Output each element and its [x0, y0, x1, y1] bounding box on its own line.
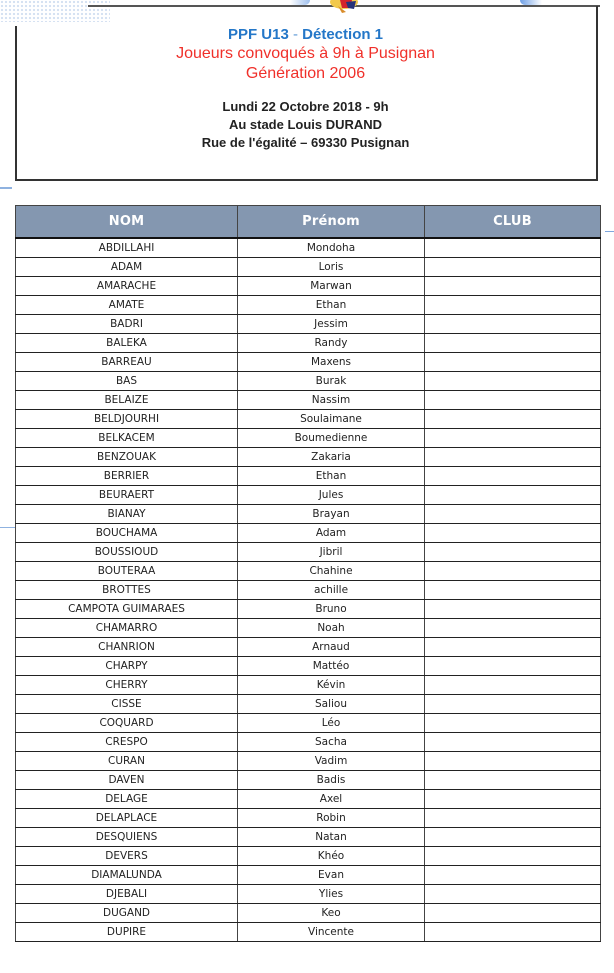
table-row	[16, 619, 601, 638]
player-club	[425, 638, 601, 657]
player-last-name: DEVERS	[16, 847, 238, 866]
player-first-name: Marwan	[238, 277, 425, 296]
player-club	[425, 391, 601, 410]
player-last-name: BAS	[16, 372, 238, 391]
event-venue: Au stade Louis DURAND	[228, 117, 383, 132]
table-row	[16, 600, 601, 619]
player-club	[425, 334, 601, 353]
table-row	[16, 372, 601, 391]
player-club	[425, 619, 601, 638]
player-first-name: Ethan	[238, 467, 425, 486]
player-club	[425, 296, 601, 315]
player-club	[425, 486, 601, 505]
table-row	[16, 581, 601, 600]
player-last-name: ABDILLAHI	[16, 238, 238, 258]
player-first-name: Mondoha	[238, 238, 425, 258]
player-last-name: DELAGE	[16, 790, 238, 809]
player-club	[425, 885, 601, 904]
player-last-name: BARREAU	[16, 353, 238, 372]
player-first-name: Boumedienne	[238, 429, 425, 448]
player-last-name: BELKACEM	[16, 429, 238, 448]
player-first-name: Jessim	[238, 315, 425, 334]
player-first-name: Chahine	[238, 562, 425, 581]
table-row	[16, 885, 601, 904]
title-program: PPF U13	[227, 26, 289, 43]
player-club	[425, 714, 601, 733]
player-first-name: Natan	[238, 828, 425, 847]
player-last-name: DUGAND	[16, 904, 238, 923]
player-club	[425, 695, 601, 714]
header-content	[15, 25, 596, 152]
table-row	[16, 562, 601, 581]
player-last-name: AMATE	[16, 296, 238, 315]
player-first-name: achille	[238, 581, 425, 600]
player-club	[425, 410, 601, 429]
player-first-name: Jules	[238, 486, 425, 505]
table-row	[16, 467, 601, 486]
table-header-row	[16, 206, 601, 239]
table-row	[16, 410, 601, 429]
player-club	[425, 448, 601, 467]
table-row	[16, 296, 601, 315]
player-club	[425, 771, 601, 790]
table-row	[16, 429, 601, 448]
player-last-name: DUPIRE	[16, 923, 238, 942]
player-club	[425, 809, 601, 828]
player-last-name: CISSE	[16, 695, 238, 714]
column-header-prenom: Prénom	[238, 206, 425, 239]
player-first-name: Randy	[238, 334, 425, 353]
table-row	[16, 695, 601, 714]
player-club	[425, 277, 601, 296]
player-first-name: Loris	[238, 258, 425, 277]
decorative-side-tick	[605, 231, 614, 232]
player-last-name: CURAN	[16, 752, 238, 771]
player-last-name: BIANAY	[16, 505, 238, 524]
player-last-name: CRESPO	[16, 733, 238, 752]
player-first-name: Maxens	[238, 353, 425, 372]
player-first-name: Noah	[238, 619, 425, 638]
table-row	[16, 238, 601, 258]
table-row	[16, 904, 601, 923]
player-club	[425, 562, 601, 581]
player-first-name: Evan	[238, 866, 425, 885]
player-club	[425, 581, 601, 600]
player-first-name: Saliou	[238, 695, 425, 714]
player-club	[425, 315, 601, 334]
table-row	[16, 847, 601, 866]
player-club	[425, 372, 601, 391]
player-club	[425, 467, 601, 486]
player-last-name: BELDJOURHI	[16, 410, 238, 429]
table-row	[16, 353, 601, 372]
table-row	[16, 638, 601, 657]
player-last-name: ADAM	[16, 258, 238, 277]
player-first-name: Sacha	[238, 733, 425, 752]
table-row	[16, 258, 601, 277]
generation-label: Génération 2006	[245, 65, 366, 82]
table-row	[16, 486, 601, 505]
event-date: Lundi 22 Octobre 2018 - 9h	[222, 99, 389, 114]
players-table-body	[16, 238, 601, 942]
player-last-name: CHARPY	[16, 657, 238, 676]
table-row	[16, 543, 601, 562]
player-first-name: Burak	[238, 372, 425, 391]
player-last-name: BOUCHAMA	[16, 524, 238, 543]
table-row	[16, 315, 601, 334]
player-last-name: BADRI	[16, 315, 238, 334]
player-first-name: Robin	[238, 809, 425, 828]
player-club	[425, 904, 601, 923]
player-club	[425, 733, 601, 752]
player-first-name: Zakaria	[238, 448, 425, 467]
player-last-name: BROTTES	[16, 581, 238, 600]
player-first-name: Léo	[238, 714, 425, 733]
player-club	[425, 923, 601, 942]
player-first-name: Keo	[238, 904, 425, 923]
player-first-name: Vincente	[238, 923, 425, 942]
player-first-name: Jibril	[238, 543, 425, 562]
table-row	[16, 714, 601, 733]
title-dash: -	[288, 26, 303, 43]
player-first-name: Soulaimane	[238, 410, 425, 429]
table-row	[16, 657, 601, 676]
table-row	[16, 790, 601, 809]
player-last-name: BALEKA	[16, 334, 238, 353]
player-club	[425, 238, 601, 258]
player-club	[425, 258, 601, 277]
player-last-name: CHERRY	[16, 676, 238, 695]
player-first-name: Kévin	[238, 676, 425, 695]
player-club	[425, 353, 601, 372]
player-club	[425, 543, 601, 562]
player-last-name: CHANRION	[16, 638, 238, 657]
table-row	[16, 676, 601, 695]
player-club	[425, 524, 601, 543]
player-last-name: BERRIER	[16, 467, 238, 486]
player-last-name: DELAPLACE	[16, 809, 238, 828]
table-row	[16, 923, 601, 942]
player-first-name: Bruno	[238, 600, 425, 619]
table-row	[16, 505, 601, 524]
player-club	[425, 866, 601, 885]
players-table	[15, 205, 601, 942]
player-club	[425, 828, 601, 847]
player-first-name: Mattéo	[238, 657, 425, 676]
player-last-name: BEURAERT	[16, 486, 238, 505]
player-last-name: BELAIZE	[16, 391, 238, 410]
table-row	[16, 752, 601, 771]
decorative-side-tick	[0, 187, 12, 189]
table-row	[16, 733, 601, 752]
player-club	[425, 676, 601, 695]
table-row	[16, 277, 601, 296]
event-address: Rue de l'égalité – 69330 Pusignan	[201, 135, 410, 150]
player-last-name: DAVEN	[16, 771, 238, 790]
player-first-name: Axel	[238, 790, 425, 809]
document-title	[15, 25, 596, 44]
table-row	[16, 828, 601, 847]
table-row	[16, 524, 601, 543]
player-last-name: BOUSSIOUD	[16, 543, 238, 562]
table-row	[16, 334, 601, 353]
player-club	[425, 429, 601, 448]
player-club	[425, 847, 601, 866]
player-last-name: BOUTERAA	[16, 562, 238, 581]
player-first-name: Brayan	[238, 505, 425, 524]
player-last-name: DJEBALI	[16, 885, 238, 904]
player-last-name: DESQUIENS	[16, 828, 238, 847]
decorative-side-tick	[0, 527, 15, 528]
event-info	[15, 98, 596, 152]
table-row	[16, 391, 601, 410]
convocation-subtitle: Joueurs convoqués à 9h à Pusignan	[176, 45, 435, 62]
column-header-club: CLUB	[425, 206, 601, 239]
convocation-header-box	[15, 6, 598, 181]
player-first-name: Nassim	[238, 391, 425, 410]
table-row	[16, 448, 601, 467]
player-first-name: Adam	[238, 524, 425, 543]
player-first-name: Khéo	[238, 847, 425, 866]
player-first-name: Vadim	[238, 752, 425, 771]
title-session: Détection 1	[302, 26, 384, 43]
player-last-name: COQUARD	[16, 714, 238, 733]
player-first-name: Arnaud	[238, 638, 425, 657]
player-first-name: Badis	[238, 771, 425, 790]
player-club	[425, 505, 601, 524]
table-row	[16, 809, 601, 828]
player-club	[425, 600, 601, 619]
player-last-name: DIAMALUNDA	[16, 866, 238, 885]
player-first-name: Ylies	[238, 885, 425, 904]
player-last-name: CHAMARRO	[16, 619, 238, 638]
player-last-name: BENZOUAK	[16, 448, 238, 467]
player-club	[425, 752, 601, 771]
table-row	[16, 866, 601, 885]
column-header-nom: NOM	[16, 206, 238, 239]
player-first-name: Ethan	[238, 296, 425, 315]
player-club	[425, 657, 601, 676]
table-row	[16, 771, 601, 790]
player-last-name: AMARACHE	[16, 277, 238, 296]
player-club	[425, 790, 601, 809]
player-last-name: CAMPOTA GUIMARAES	[16, 600, 238, 619]
